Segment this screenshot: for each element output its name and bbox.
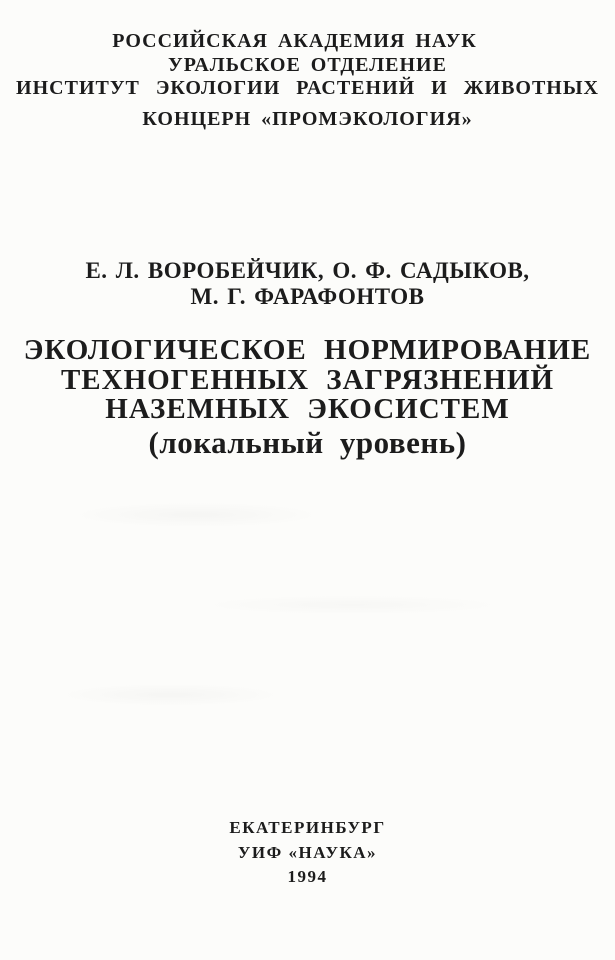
concern-line: КОНЦЕРН «ПРОМЭКОЛОГИЯ» — [142, 107, 473, 130]
institute-line: ИНСТИТУТ ЭКОЛОГИИ РАСТЕНИЙ И ЖИВОТНЫХ — [16, 77, 599, 99]
publisher-header — [0, 30, 615, 131]
book-title — [0, 336, 615, 460]
academy-line: РОССИЙСКАЯ АКАДЕМИЯ НАУК — [112, 30, 477, 52]
imprint-year: 1994 — [287, 867, 328, 886]
authors-line-2: М. Г. ФАРАФОНТОВ — [190, 284, 425, 309]
imprint-city: ЕКАТЕРИНБУРГ — [229, 818, 386, 837]
authors-line-1: Е. Л. ВОРОБЕЙЧИК, О. Ф. САДЫКОВ, — [85, 258, 530, 283]
title-line-2: ТЕХНОГЕННЫХ ЗАГРЯЗНЕНИЙ — [60, 363, 555, 396]
imprint-publisher: УИФ «НАУКА» — [237, 842, 378, 862]
branch-line: УРАЛЬСКОЕ ОТДЕЛЕНИЕ — [168, 53, 447, 76]
title-line-3: НАЗЕМНЫХ ЭКОСИСТЕМ — [105, 393, 510, 425]
imprint-block — [0, 816, 615, 890]
authors-block — [0, 258, 615, 310]
title-subtitle: (локальный уровень) — [148, 424, 467, 460]
title-line-1: ЭКОЛОГИЧЕСКОЕ НОРМИРОВАНИЕ — [23, 334, 592, 366]
